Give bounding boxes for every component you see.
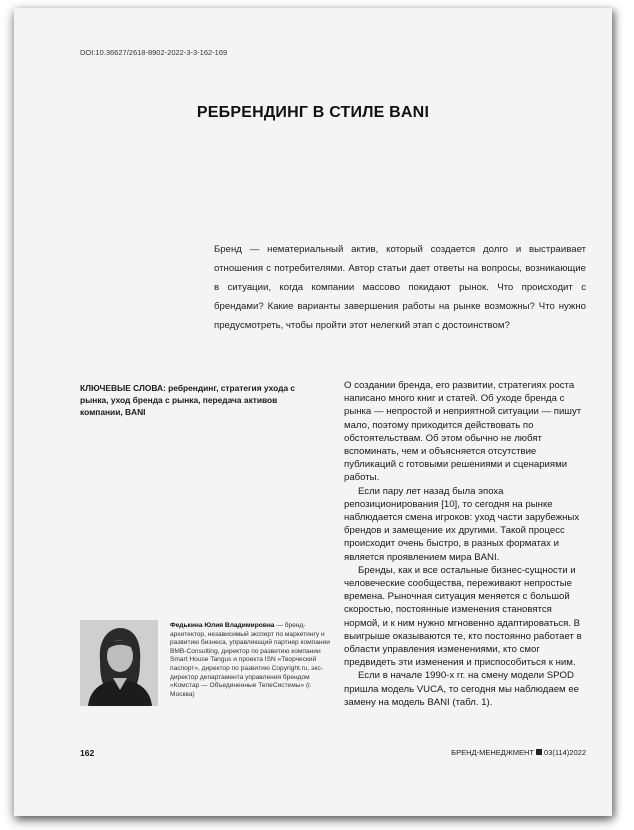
paragraph: Если пару лет назад была эпоха репозиционирования [10], то сегодня на рынке наблюдается смена игроков: уход части зарубежных брендов и замещение их другими. Такой процесс происходит очень быстро, в разных форматах и является проявлением мира BANI.: [344, 485, 580, 563]
article-title: РЕБРЕНДИНГ В СТИЛЕ BANI: [196, 104, 430, 121]
paragraph: О создании бренда, его развитии, стратегиях роста написано много книг и статей. Об уходе бренда с рынка — непростой и неприятной ситуации — пишут мало, поэтому приходится действовать по обстоятельствам. Об этом обычно не любят вспоминать, чем и объясняется отсутствие публикаций с готовыми решениями и сценариями работы.: [344, 380, 582, 484]
journal-footer: [451, 748, 586, 757]
paragraph: Если в начале 1990-х гг. на смену модели SPOD пришла модель VUCA, то сегодня мы наблюдаем ее замену на модель BANI (табл. 1).: [344, 670, 579, 708]
journal-name: БРЕНД-МЕНЕДЖМЕНТ: [451, 748, 535, 757]
page-number: 162: [80, 748, 95, 758]
document-page: [14, 8, 612, 816]
author-info: [170, 622, 334, 699]
abstract: Бренд — нематериальный актив, который создается долго и выстраивает отношения с потребителями. Автор статьи дает ответы на вопросы, возникающие в ситуации, когда компании массово покидают рынок. Что происходит с брендами? Какие варианты завершения работы на рынке возможны? Что нужно предусмотреть, чтобы пройти этот нелегкий этап с достоинством?: [214, 244, 586, 331]
keywords: КЛЮЧЕВЫЕ СЛОВА: ребрендинг, стратегия ухода с рынка, уход бренда с рынка, передача активов компании, BANI: [80, 383, 296, 417]
square-separator-icon: [536, 749, 542, 755]
journal-issue: 03(114)2022: [544, 748, 586, 757]
paragraph: Бренды, как и все остальные бизнес-сущности и человеческие сообщества, переживают непростые времена. Рыночная ситуация меняется с большой скоростью, постоянные изменения становятся нормой, и к ним нужно мгновенно адаптироваться. В выигрыше оказываются те, кто постоянно работает в области управления изменениями, кто смог предвидеть эти изменения и приспособиться к ним.: [344, 564, 582, 669]
author-bio: — бренд-архитектор, независимый эксперт по маркетингу и развитию бизнеса, управляющий партнер компании BMB-Consulting, директор по развитию компании Smart House Tangus и проекта ISN «Творческий паспорт», директор по развитию Copyright.ru, экс-директор департамента управления брендом «Комстар — Объединенные ТелеСистемы» (г. Москва): [170, 622, 330, 698]
doi: DOI:10.36627/2618-8902-2022-3-3-162-169: [80, 48, 228, 57]
author-name: Федькина Юлия Владимировна: [170, 622, 275, 629]
author-photo: [80, 620, 158, 706]
article-body: [344, 379, 590, 709]
